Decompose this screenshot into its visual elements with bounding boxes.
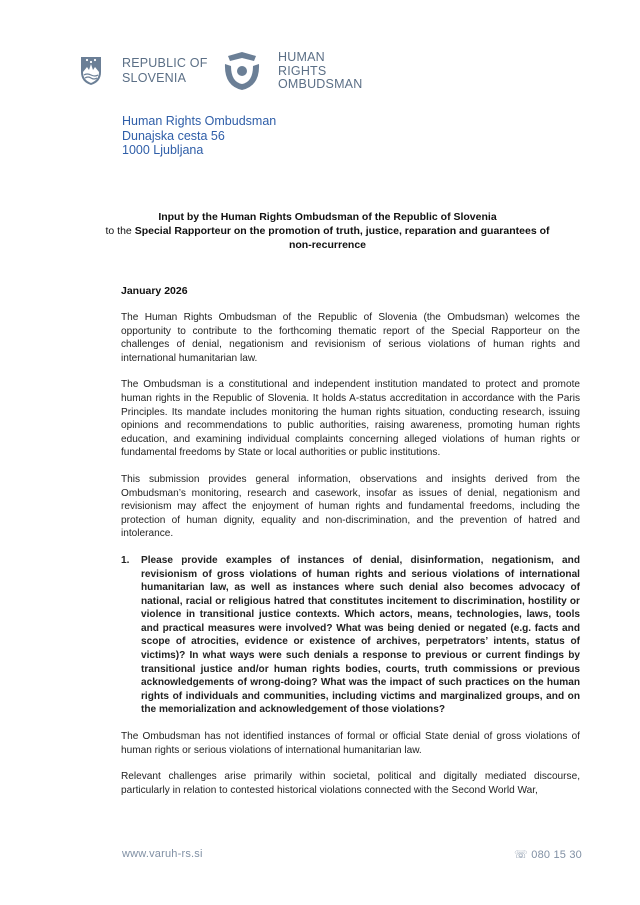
ombudsman-emblem-icon bbox=[220, 50, 264, 92]
question-number: 1. bbox=[121, 554, 130, 566]
republic-of-slovenia-logo bbox=[80, 56, 208, 86]
address-line2: Dunajska cesta 56 bbox=[122, 128, 225, 143]
document-title bbox=[100, 210, 555, 252]
title-line1: Input by the Human Rights Ombudsman of the Republic of Slovenia bbox=[158, 211, 497, 223]
intro-paragraph-1: The Human Rights Ombudsman of the Republic of Slovenia (the Ombudsman) welcomes the opportunity to contribute to the forthcoming thematic report of the Special Rapporteur on the challenges of denial, negationism and revisionism of serious violations of human rights and international humanitarian law. bbox=[121, 312, 580, 364]
logo-rs-text bbox=[122, 56, 208, 86]
answer-paragraph-2: Relevant challenges arise primarily within societal, political and digitally mediated discourse, particularly in relation to contested historical violations connected with the Second World War, bbox=[121, 771, 580, 796]
intro-paragraph-2: The Ombudsman is a constitutional and independent institution mandated to protect and promote human rights in the Republic of Slovenia. It holds A-status accreditation in accordance with the Paris Principles. Its mandate includes monitoring the human rights situation, conducting research, issuing opinions and recommendations to public authorities, raising awareness, promoting human rights education, and examining individual complaints concerning alleged violations of human rights or fundamental freedoms by State or local authorities or public institutions. bbox=[121, 379, 580, 459]
title-line2-prefix: to the bbox=[105, 225, 135, 237]
document-body bbox=[121, 311, 580, 810]
footer-phone: ☏ 080 15 30 bbox=[514, 849, 582, 861]
logo-hro-text bbox=[278, 51, 362, 92]
intro-paragraph-3: This submission provides general information, observations and insights derived from the Ombudsman’s monitoring, research and casework, insofar as issues of denial, negationism and revisionism may affect the enjoyment of human rights and fundamental freedoms, including the protection of human dignity, equality and non-discrimination, and the prevention of hatred and intolerance. bbox=[121, 473, 580, 540]
human-rights-ombudsman-logo bbox=[220, 50, 362, 92]
question-text: Please provide examples of instances of denial, disinformation, negationism, and revisionism of gross violations of human rights and serious violations of international humanitarian law, as well as instances where such denial also becomes advocacy of national, racial or religious hatred that constitutes incitement to discrimination, hostility or violence in transitional justice contexts. Which actors, means, technologies, laws, tools and practical measures were involved? What was being denied or negated (e.g. facts and scope of atrocities, evidence or existence of archives, perpetrators’ intents, status of victims)? In what ways were such denials a response to previous or current findings by transitional justice and/or human rights bodies, courts, truth commissions or previous acknowledgements of wrong-doing? What was the impact of such practices on the human rights of individuals and communities, including victims and marginalized groups, and on the memorialization and acknowledgement of those violations? bbox=[141, 554, 580, 716]
question-1 bbox=[121, 554, 580, 717]
logo-hro-line3: OMBUDSMAN bbox=[278, 77, 363, 91]
logo-hro-line2: RIGHTS bbox=[278, 63, 327, 78]
document-date: January 2026 bbox=[121, 285, 188, 297]
logo-rs-line2: SLOVENIA bbox=[122, 71, 187, 85]
title-line2-bold: Special Rapporteur on the promotion of truth, justice, reparation and guarantees of non-recurrence bbox=[134, 225, 550, 251]
logo-hro-line1: HUMAN bbox=[278, 50, 325, 64]
sender-address bbox=[122, 114, 276, 158]
address-line1: Human Rights Ombudsman bbox=[122, 114, 277, 128]
address-line3: 1000 Ljubljana bbox=[122, 143, 204, 157]
footer-website: www.varuh-rs.si bbox=[122, 848, 203, 860]
slovenia-coat-of-arms-icon bbox=[80, 56, 102, 86]
answer-paragraph-1: The Ombudsman has not identified instances of formal or official State denial of gross violations of human rights or serious violations of international humanitarian law. bbox=[121, 731, 580, 756]
logo-rs-line1: REPUBLIC OF bbox=[122, 56, 208, 70]
